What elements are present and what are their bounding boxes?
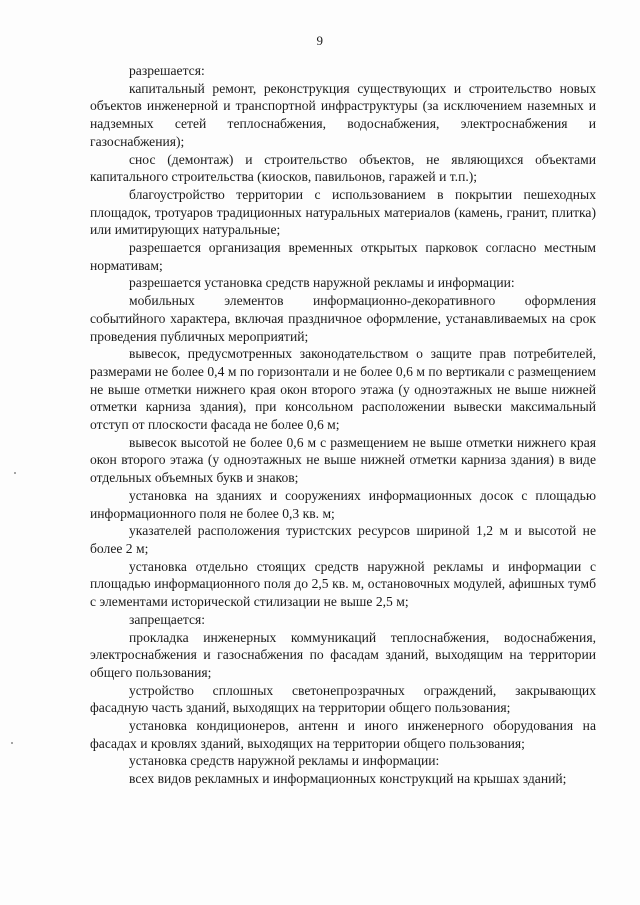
paragraph-capital-repair: капитальный ремонт, реконструкция существующих и строительство новых объектов инженерной и транспортной инфраструктуры (за исключением наземных и надземных сетей теплоснабжения, водоснабжения, электроснабжения и газоснабжения); — [90, 80, 596, 149]
paragraph-signboards: вывесок, предусмотренных законодательством о защите прав потребителей, размерами не более 0,4 м по горизонтали и не более 0,6 м по вертикали с размещением не выше отметки нижнего края окон второго этажа (у одноэтажных не выше нижней отметки карниза здания), при консольном расположении вывески максимальный отступ от плоскости фасада не более 0,6 м; — [90, 346, 596, 433]
document-body — [90, 62, 596, 788]
paragraph-solid-fences: устройство сплошных светонепрозрачных ограждений, закрывающих фасадную часть зданий, выходящих на территории общего пользования; — [90, 682, 596, 716]
paragraph-rooftop-structures: всех видов рекламных и информационных конструкций на крышах зданий; — [129, 771, 567, 787]
paragraph-mobile-elements: мобильных элементов информационно-декоративного оформления событийного характера, включая праздничное оформление, устанавливаемых на срок проведения публичных мероприятий; — [90, 293, 596, 344]
paragraph-tourist-signs: указателей расположения туристских ресурсов шириной 1,2 м и высотой не более 2 м; — [90, 523, 596, 556]
scan-dust-mark — [11, 742, 13, 744]
scan-dust-mark — [14, 472, 16, 474]
paragraph-advertising-permitted: разрешается установка средств наружной рекламы и информации: — [129, 275, 515, 291]
paragraph-landscaping: благоустройство территории с использованием в покрытии пешеходных площадок, тротуаров традиционных натуральных материалов (камень, гранит, плитка) или имитирующих натуральные; — [90, 186, 596, 238]
paragraph-freestanding-ads: установка отдельно стоящих средств наружной рекламы и информации с площадью информационного поля до 2,5 кв. м, остановочных модулей, афишных тумб с элементами исторической стилизации не выше 2,5 м; — [90, 558, 596, 610]
paragraph-permitted-heading: разрешается: — [129, 63, 205, 78]
page-number: 9 — [316, 33, 324, 48]
paragraph-prohibited-heading: запрещается: — [129, 611, 206, 627]
paragraph-information-boards: установка на зданиях и сооружениях информационных досок с площадью информационного поля не более 0,3 кв. м; — [90, 487, 596, 521]
paragraph-temporary-parking: разрешается организация временных открытых парковок согласно местным нормативам; — [90, 240, 596, 273]
paragraph-demolition: снос (демонтаж) и строительство объектов, не являющихся объектами капитального строительства (киосков, павильонов, гаражей и т.п.); — [90, 151, 596, 185]
paragraph-air-conditioners: установка кондиционеров, антенн и иного инженерного оборудования на фасадах и кровлях зданий, выходящих на территории общего пользования; — [90, 718, 596, 751]
paragraph-advertising-prohibited: установка средств наружной рекламы и информации: — [129, 753, 440, 769]
paragraph-signboards-letters: вывесок высотой не более 0,6 м с размещением не выше отметки нижнего края окон второго этажа (у одноэтажных не выше нижней отметки карниза здания) в виде отдельных объемных букв и знаков; — [90, 434, 596, 486]
paragraph-utility-lines: прокладка инженерных коммуникаций теплоснабжения, водоснабжения, электроснабжения и газоснабжения по фасадам зданий, выходящим на территории общего пользования; — [90, 629, 596, 680]
